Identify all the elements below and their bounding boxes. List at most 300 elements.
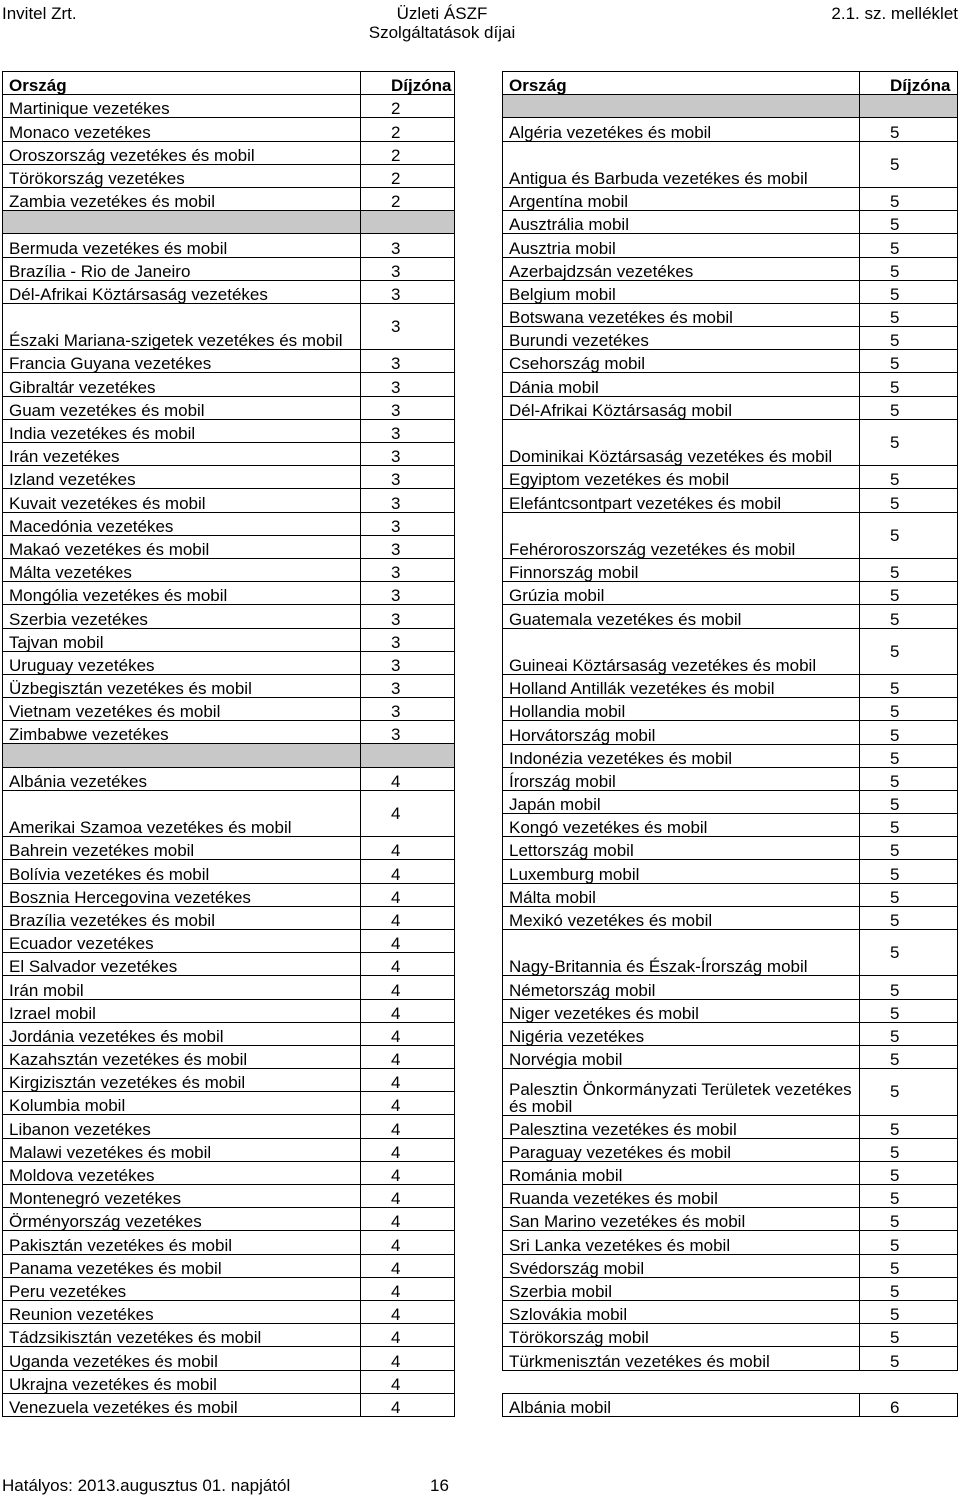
table-row bbox=[503, 1347, 958, 1370]
zone-cell: 3 bbox=[361, 373, 455, 396]
zone-cell: 4 bbox=[361, 999, 455, 1022]
country-cell: Írország mobil bbox=[503, 767, 860, 790]
zone-cell bbox=[860, 1370, 958, 1393]
country-cell: Albánia mobil bbox=[503, 1393, 860, 1416]
zone-cell: 5 bbox=[860, 1231, 958, 1254]
country-cell: Sri Lanka vezetékes és mobil bbox=[503, 1231, 860, 1254]
section-separator-row bbox=[503, 95, 958, 118]
country-cell: Brazília vezetékes és mobil bbox=[3, 906, 361, 929]
country-cell: Bahrein vezetékes mobil bbox=[3, 837, 361, 860]
table-row bbox=[503, 187, 958, 210]
zone-cell: 5 bbox=[860, 327, 958, 350]
zone-cell: 3 bbox=[361, 512, 455, 535]
zone-cell: 5 bbox=[860, 1022, 958, 1045]
table-row bbox=[503, 582, 958, 605]
zone-cell: 2 bbox=[361, 118, 455, 141]
country-cell: Bolívia vezetékes és mobil bbox=[3, 860, 361, 883]
table-row bbox=[3, 558, 455, 581]
table-row bbox=[503, 350, 958, 373]
country-cell: Reunion vezetékes bbox=[3, 1300, 361, 1323]
zone-cell: 4 bbox=[361, 883, 455, 906]
zone-cell: 4 bbox=[361, 790, 455, 836]
country-cell: Ukrajna vezetékes és mobil bbox=[3, 1370, 361, 1393]
country-cell: Törökország mobil bbox=[503, 1324, 860, 1347]
table-row bbox=[3, 280, 455, 303]
zone-cell: 2 bbox=[361, 141, 455, 164]
zone-cell: 5 bbox=[860, 721, 958, 744]
zone-cell: 4 bbox=[361, 976, 455, 999]
zone-cell bbox=[361, 744, 455, 767]
zone-cell: 3 bbox=[361, 535, 455, 558]
country-cell: Zimbabwe vezetékes bbox=[3, 721, 361, 744]
country-cell: Palesztin Önkormányzati Területek vezetékes és mobil bbox=[503, 1069, 860, 1115]
table-row bbox=[503, 1045, 958, 1068]
table-row bbox=[3, 396, 455, 419]
country-cell: Hollandia mobil bbox=[503, 698, 860, 721]
country-cell: Palesztina vezetékes és mobil bbox=[503, 1115, 860, 1138]
table-row bbox=[3, 1045, 455, 1068]
table-row bbox=[3, 1300, 455, 1323]
zone-cell: 4 bbox=[361, 1069, 455, 1092]
country-cell: Japán mobil bbox=[503, 790, 860, 813]
table-row bbox=[3, 141, 455, 164]
table-row bbox=[3, 582, 455, 605]
country-cell: Izland vezetékes bbox=[3, 466, 361, 489]
table-row bbox=[503, 628, 958, 674]
country-cell: Panama vezetékes és mobil bbox=[3, 1254, 361, 1277]
zone-cell: 4 bbox=[361, 1277, 455, 1300]
country-cell: Csehország mobil bbox=[503, 350, 860, 373]
zone-cell: 5 bbox=[860, 930, 958, 976]
zone-cell: 5 bbox=[860, 883, 958, 906]
country-cell: Amerikai Szamoa vezetékes és mobil bbox=[3, 790, 361, 836]
country-cell: Burundi vezetékes bbox=[503, 327, 860, 350]
zone-cell: 3 bbox=[361, 651, 455, 674]
zone-cell: 4 bbox=[361, 1092, 455, 1115]
table-row bbox=[503, 466, 958, 489]
table-row bbox=[3, 234, 455, 257]
zone-cell: 5 bbox=[860, 1185, 958, 1208]
zone-cell: 5 bbox=[860, 674, 958, 697]
table-row bbox=[503, 860, 958, 883]
zone-cell: 4 bbox=[361, 1045, 455, 1068]
table-row bbox=[3, 95, 455, 118]
country-cell: Monaco vezetékes bbox=[3, 118, 361, 141]
country-cell bbox=[3, 211, 361, 234]
section-separator-row bbox=[3, 744, 455, 767]
zone-cell: 5 bbox=[860, 976, 958, 999]
country-cell: Izrael mobil bbox=[3, 999, 361, 1022]
table-row bbox=[3, 651, 455, 674]
zone-cell: 4 bbox=[361, 860, 455, 883]
zone-cell: 3 bbox=[361, 605, 455, 628]
table-row bbox=[3, 860, 455, 883]
zone-cell: 2 bbox=[361, 164, 455, 187]
table-row bbox=[3, 466, 455, 489]
table-row bbox=[503, 1277, 958, 1300]
zone-cell: 5 bbox=[860, 698, 958, 721]
zone-cell: 4 bbox=[361, 1231, 455, 1254]
table-row bbox=[503, 674, 958, 697]
document-title-line1: Üzleti ÁSZF bbox=[396, 4, 488, 23]
country-cell: Grúzia mobil bbox=[503, 582, 860, 605]
country-cell: Nagy-Britannia és Észak-Írország mobil bbox=[503, 930, 860, 976]
table-row bbox=[503, 906, 958, 929]
zone-cell: 3 bbox=[361, 721, 455, 744]
country-cell: Lettország mobil bbox=[503, 837, 860, 860]
country-cell: Dél-Afrikai Köztársaság mobil bbox=[503, 396, 860, 419]
zone-cell: 5 bbox=[860, 303, 958, 326]
country-cell: Tajvan mobil bbox=[3, 628, 361, 651]
country-cell: India vezetékes és mobil bbox=[3, 419, 361, 442]
zone-cell: 5 bbox=[860, 512, 958, 558]
country-cell: Málta mobil bbox=[503, 883, 860, 906]
country-cell: Norvégia mobil bbox=[503, 1045, 860, 1068]
table-row bbox=[3, 164, 455, 187]
country-cell: Ausztrália mobil bbox=[503, 211, 860, 234]
country-cell: Törökország vezetékes bbox=[3, 164, 361, 187]
country-cell: Mexikó vezetékes és mobil bbox=[503, 906, 860, 929]
zone-cell: 5 bbox=[860, 419, 958, 465]
table-row bbox=[503, 118, 958, 141]
country-cell: Francia Guyana vezetékes bbox=[3, 350, 361, 373]
zone-cell: 5 bbox=[860, 211, 958, 234]
zone-cell: 5 bbox=[860, 466, 958, 489]
country-cell: Botswana vezetékes és mobil bbox=[503, 303, 860, 326]
table-row bbox=[3, 1393, 455, 1416]
zone-cell: 4 bbox=[361, 953, 455, 976]
table-row bbox=[503, 141, 958, 187]
country-cell: Románia mobil bbox=[503, 1161, 860, 1184]
zone-cell: 3 bbox=[361, 350, 455, 373]
table-row bbox=[503, 1324, 958, 1347]
zone-cell: 3 bbox=[361, 466, 455, 489]
table-row bbox=[3, 767, 455, 790]
table-row bbox=[3, 605, 455, 628]
country-cell: Dominikai Köztársaság vezetékes és mobil bbox=[503, 419, 860, 465]
zone-cell: 5 bbox=[860, 582, 958, 605]
zone-cell: 5 bbox=[860, 373, 958, 396]
country-cell: Kazahsztán vezetékes és mobil bbox=[3, 1045, 361, 1068]
country-cell: Elefántcsontpart vezetékes és mobil bbox=[503, 489, 860, 512]
table-row bbox=[503, 814, 958, 837]
table-row bbox=[503, 698, 958, 721]
zone-cell: 4 bbox=[361, 1115, 455, 1138]
country-cell: Mongólia vezetékes és mobil bbox=[3, 582, 361, 605]
country-cell: Kolumbia mobil bbox=[3, 1092, 361, 1115]
country-cell: Dél-Afrikai Köztársaság vezetékes bbox=[3, 280, 361, 303]
zone-cell: 5 bbox=[860, 280, 958, 303]
country-cell: Luxemburg mobil bbox=[503, 860, 860, 883]
country-cell: Guam vezetékes és mobil bbox=[3, 396, 361, 419]
table-row bbox=[3, 1185, 455, 1208]
table-row bbox=[3, 1069, 455, 1092]
zone-cell: 4 bbox=[361, 1300, 455, 1323]
table-row bbox=[503, 1208, 958, 1231]
table-row bbox=[3, 535, 455, 558]
zone-cell: 3 bbox=[361, 280, 455, 303]
zone-cell: 4 bbox=[361, 1324, 455, 1347]
zone-cell: 5 bbox=[860, 1115, 958, 1138]
country-cell: Szerbia mobil bbox=[503, 1277, 860, 1300]
zone-cell: 5 bbox=[860, 187, 958, 210]
zone-cell: 5 bbox=[860, 1254, 958, 1277]
table-row bbox=[3, 883, 455, 906]
country-cell: Algéria vezetékes és mobil bbox=[503, 118, 860, 141]
zone-cell: 5 bbox=[860, 118, 958, 141]
country-cell: Bosznia Hercegovina vezetékes bbox=[3, 883, 361, 906]
country-cell: Makaó vezetékes és mobil bbox=[3, 535, 361, 558]
country-cell: Kuvait vezetékes és mobil bbox=[3, 489, 361, 512]
table-row bbox=[3, 953, 455, 976]
zone-cell bbox=[860, 95, 958, 118]
country-cell: Jordánia vezetékes és mobil bbox=[3, 1022, 361, 1045]
country-cell: Szlovákia mobil bbox=[503, 1301, 860, 1324]
country-column-header: Ország bbox=[3, 72, 361, 95]
table-row bbox=[503, 1301, 958, 1324]
zone-cell: 3 bbox=[361, 443, 455, 466]
country-cell: Bermuda vezetékes és mobil bbox=[3, 234, 361, 257]
zone-cell: 2 bbox=[361, 95, 455, 118]
zone-cell: 4 bbox=[361, 906, 455, 929]
zone-cell: 4 bbox=[361, 767, 455, 790]
table-row bbox=[3, 721, 455, 744]
country-cell: Argentína mobil bbox=[503, 187, 860, 210]
table-row bbox=[503, 744, 958, 767]
country-cell: Holland Antillák vezetékes és mobil bbox=[503, 674, 860, 697]
zone-cell: 4 bbox=[361, 1138, 455, 1161]
zone-cell: 3 bbox=[361, 234, 455, 257]
table-row bbox=[503, 1161, 958, 1184]
table-row bbox=[3, 837, 455, 860]
table-row bbox=[503, 1393, 958, 1416]
country-cell: Kirgizisztán vezetékes és mobil bbox=[3, 1069, 361, 1092]
table-row bbox=[3, 257, 455, 280]
country-cell: Libanon vezetékes bbox=[3, 1115, 361, 1138]
country-cell: Niger vezetékes és mobil bbox=[503, 999, 860, 1022]
table-header-row bbox=[3, 72, 455, 95]
country-cell: Ruanda vezetékes és mobil bbox=[503, 1185, 860, 1208]
country-cell: Tádzsikisztán vezetékes és mobil bbox=[3, 1324, 361, 1347]
zone-table-right bbox=[502, 71, 958, 1417]
country-cell: Örményország vezetékes bbox=[3, 1208, 361, 1231]
table-row bbox=[3, 906, 455, 929]
table-row bbox=[3, 929, 455, 952]
table-row bbox=[3, 1277, 455, 1300]
zone-cell: 5 bbox=[860, 790, 958, 813]
country-cell: Málta vezetékes bbox=[3, 558, 361, 581]
table-row bbox=[503, 930, 958, 976]
country-cell: Montenegró vezetékes bbox=[3, 1185, 361, 1208]
zone-cell: 5 bbox=[860, 1208, 958, 1231]
table-row bbox=[503, 1115, 958, 1138]
country-cell: Martinique vezetékes bbox=[3, 95, 361, 118]
zone-cell: 3 bbox=[361, 489, 455, 512]
zone-cell: 3 bbox=[361, 698, 455, 721]
zone-cell: 3 bbox=[361, 396, 455, 419]
country-cell: Irán mobil bbox=[3, 976, 361, 999]
country-cell: Gibraltár vezetékes bbox=[3, 373, 361, 396]
table-row bbox=[3, 303, 455, 349]
table-row bbox=[3, 1138, 455, 1161]
table-row bbox=[3, 674, 455, 697]
zone-cell: 5 bbox=[860, 558, 958, 581]
zone-cell: 5 bbox=[860, 628, 958, 674]
country-cell: Dánia mobil bbox=[503, 373, 860, 396]
zone-cell: 5 bbox=[860, 1045, 958, 1068]
table-row bbox=[3, 790, 455, 836]
table-row bbox=[503, 234, 958, 257]
zone-cell: 5 bbox=[860, 257, 958, 280]
table-row bbox=[3, 118, 455, 141]
zone-cell: 5 bbox=[860, 1301, 958, 1324]
table-row bbox=[3, 1115, 455, 1138]
table-row bbox=[503, 605, 958, 628]
zone-cell: 5 bbox=[860, 1161, 958, 1184]
zone-cell: 5 bbox=[860, 489, 958, 512]
table-header-row bbox=[503, 72, 958, 95]
country-cell: Malawi vezetékes és mobil bbox=[3, 1138, 361, 1161]
country-cell: Brazília - Rio de Janeiro bbox=[3, 257, 361, 280]
zone-cell: 3 bbox=[361, 303, 455, 349]
company-name: Invitel Zrt. bbox=[2, 4, 77, 23]
section-separator-row bbox=[3, 211, 455, 234]
country-cell: Guineai Köztársaság vezetékes és mobil bbox=[503, 628, 860, 674]
table-row bbox=[503, 1254, 958, 1277]
table-row bbox=[3, 628, 455, 651]
zone-column-header: Díjzóna bbox=[860, 72, 958, 95]
zone-cell: 4 bbox=[361, 1185, 455, 1208]
country-cell: Belgium mobil bbox=[503, 280, 860, 303]
table-row bbox=[3, 1022, 455, 1045]
table-row bbox=[3, 187, 455, 210]
zone-cell: 5 bbox=[860, 837, 958, 860]
table-row bbox=[3, 698, 455, 721]
zone-cell: 5 bbox=[860, 1277, 958, 1300]
zone-cell: 5 bbox=[860, 234, 958, 257]
table-row bbox=[3, 976, 455, 999]
table-row bbox=[503, 373, 958, 396]
country-cell: Türkmenisztán vezetékes és mobil bbox=[503, 1347, 860, 1370]
zone-cell: 3 bbox=[361, 674, 455, 697]
country-cell: Peru vezetékes bbox=[3, 1277, 361, 1300]
country-cell: Finnország mobil bbox=[503, 558, 860, 581]
zone-cell: 3 bbox=[361, 419, 455, 442]
table-row bbox=[503, 1231, 958, 1254]
zone-cell: 3 bbox=[361, 558, 455, 581]
zone-cell: 4 bbox=[361, 1254, 455, 1277]
table-row bbox=[503, 883, 958, 906]
zone-cell: 5 bbox=[860, 1347, 958, 1370]
zone-cell bbox=[361, 211, 455, 234]
country-cell: El Salvador vezetékes bbox=[3, 953, 361, 976]
document-title bbox=[0, 4, 884, 42]
country-cell: Nigéria vezetékes bbox=[503, 1022, 860, 1045]
annex-label: 2.1. sz. melléklet bbox=[831, 4, 958, 23]
zone-cell: 5 bbox=[860, 999, 958, 1022]
table-row bbox=[503, 558, 958, 581]
table-row bbox=[3, 512, 455, 535]
zone-cell: 2 bbox=[361, 187, 455, 210]
table-row bbox=[503, 512, 958, 558]
country-cell: Oroszország vezetékes és mobil bbox=[3, 141, 361, 164]
country-cell: Irán vezetékes bbox=[3, 443, 361, 466]
table-row bbox=[3, 350, 455, 373]
country-cell: Paraguay vezetékes és mobil bbox=[503, 1138, 860, 1161]
zone-table-left bbox=[2, 71, 455, 1417]
zone-cell: 4 bbox=[361, 929, 455, 952]
zone-cell: 4 bbox=[361, 1370, 455, 1393]
table-row bbox=[503, 721, 958, 744]
table-row bbox=[503, 489, 958, 512]
country-cell: Németország mobil bbox=[503, 976, 860, 999]
zone-cell: 5 bbox=[860, 860, 958, 883]
table-row bbox=[503, 396, 958, 419]
country-cell: Fehéroroszország vezetékes és mobil bbox=[503, 512, 860, 558]
table-row bbox=[3, 1324, 455, 1347]
table-row bbox=[3, 999, 455, 1022]
country-cell: Venezuela vezetékes és mobil bbox=[3, 1393, 361, 1416]
zone-cell: 5 bbox=[860, 1324, 958, 1347]
country-cell: Ausztria mobil bbox=[503, 234, 860, 257]
country-cell: Azerbajdzsán vezetékes bbox=[503, 257, 860, 280]
country-cell: Macedónia vezetékes bbox=[3, 512, 361, 535]
table-row bbox=[3, 443, 455, 466]
table-row bbox=[503, 419, 958, 465]
country-cell: Antigua és Barbuda vezetékes és mobil bbox=[503, 141, 860, 187]
footer-effective-date: Hatályos: 2013.augusztus 01. napjától bbox=[2, 1476, 291, 1495]
country-cell: Egyiptom vezetékes és mobil bbox=[503, 466, 860, 489]
table-row bbox=[503, 1022, 958, 1045]
zone-cell: 5 bbox=[860, 1069, 958, 1115]
table-row bbox=[503, 976, 958, 999]
table-row bbox=[3, 1092, 455, 1115]
country-cell bbox=[503, 95, 860, 118]
table-row bbox=[503, 257, 958, 280]
country-cell: San Marino vezetékes és mobil bbox=[503, 1208, 860, 1231]
country-cell: Indonézia vezetékes és mobil bbox=[503, 744, 860, 767]
table-row bbox=[3, 1370, 455, 1393]
table-row bbox=[3, 373, 455, 396]
zone-cell: 5 bbox=[860, 906, 958, 929]
zone-cell: 3 bbox=[361, 628, 455, 651]
country-cell bbox=[3, 744, 361, 767]
zone-cell: 4 bbox=[361, 1161, 455, 1184]
table-row bbox=[3, 489, 455, 512]
zone-column-header: Díjzóna bbox=[361, 72, 455, 95]
country-cell bbox=[503, 1370, 860, 1393]
zone-cell: 5 bbox=[860, 605, 958, 628]
zone-cell: 4 bbox=[361, 1393, 455, 1416]
table-row bbox=[503, 790, 958, 813]
zone-cell: 4 bbox=[361, 1208, 455, 1231]
country-cell: Zambia vezetékes és mobil bbox=[3, 187, 361, 210]
table-row bbox=[503, 211, 958, 234]
table-row bbox=[503, 280, 958, 303]
country-cell: Pakisztán vezetékes és mobil bbox=[3, 1231, 361, 1254]
zone-cell: 5 bbox=[860, 744, 958, 767]
zone-cell: 5 bbox=[860, 350, 958, 373]
country-cell: Moldova vezetékes bbox=[3, 1161, 361, 1184]
country-cell: Guatemala vezetékes és mobil bbox=[503, 605, 860, 628]
table-row bbox=[503, 327, 958, 350]
zone-cell: 5 bbox=[860, 767, 958, 790]
zone-cell: 4 bbox=[361, 1022, 455, 1045]
table-row bbox=[503, 767, 958, 790]
zone-cell: 5 bbox=[860, 396, 958, 419]
country-cell: Svédország mobil bbox=[503, 1254, 860, 1277]
country-cell: Üzbegisztán vezetékes és mobil bbox=[3, 674, 361, 697]
